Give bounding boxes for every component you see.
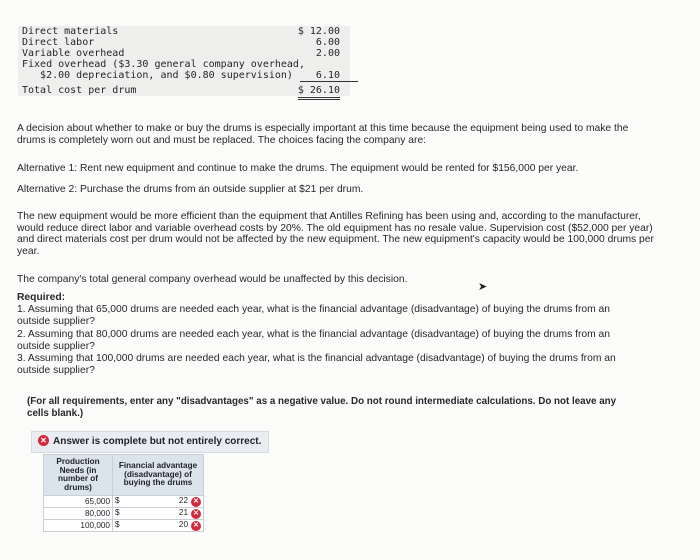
x-circle-icon: ✕ bbox=[191, 497, 201, 507]
cost-amount: 6.10 bbox=[315, 70, 340, 81]
cost-row-total bbox=[18, 85, 350, 96]
currency-symbol: $ bbox=[115, 508, 120, 518]
answer-value: 20 bbox=[178, 520, 188, 530]
cost-row-direct-materials bbox=[18, 26, 350, 37]
production-needs-cell: 100,000 bbox=[44, 520, 113, 532]
alternative-2: Alternative 2: Purchase the drums from an outside supplier at $21 per drum. bbox=[17, 184, 364, 195]
col-financial-advantage: Financial advantage (disadvantage) of buying the drums bbox=[113, 455, 204, 496]
cost-label: Direct labor bbox=[22, 37, 95, 48]
cost-label: Fixed overhead ($3.30 general company overhead, $2.00 depreciation, and $0.80 supervision) bbox=[22, 59, 305, 81]
answer-input-65000[interactable] bbox=[113, 496, 204, 508]
answer-value: 22 bbox=[178, 496, 188, 506]
answer-status-text: Answer is complete but not entirely correct. bbox=[53, 436, 262, 447]
x-circle-icon: ✕ bbox=[191, 521, 201, 531]
cost-amount: $ 26.10 bbox=[298, 85, 340, 100]
answer-table bbox=[43, 454, 204, 532]
cost-label: Total cost per drum bbox=[22, 85, 137, 96]
production-needs-cell: 80,000 bbox=[44, 508, 113, 520]
answer-status-banner bbox=[31, 431, 269, 453]
requirement-3: 3. Assuming that 100,000 drums are needed each year, what is the financial advantage (disadvantage) of buying the drums from an outside supplier? bbox=[17, 353, 616, 376]
x-circle-icon: ✕ bbox=[191, 509, 201, 519]
answer-input-100000[interactable] bbox=[113, 520, 204, 532]
cost-amount: $ 12.00 bbox=[297, 26, 340, 37]
mouse-pointer-icon: ➤ bbox=[478, 281, 488, 293]
table-row bbox=[44, 496, 204, 508]
answer-value: 21 bbox=[178, 508, 188, 518]
cost-label: Variable overhead bbox=[22, 48, 125, 59]
cost-amount: 2.00 bbox=[315, 48, 340, 59]
requirement-2: 2. Assuming that 80,000 drums are needed each year, what is the financial advantage (disadvantage) of buying the drums from an outside supplier? bbox=[17, 329, 611, 352]
currency-symbol: $ bbox=[115, 496, 120, 506]
col-production-needs: Production Needs (in number of drums) bbox=[44, 455, 113, 496]
alternative-1: Alternative 1: Rent new equipment and continue to make the drums. The equipment would be rented for $156,000 per year. bbox=[17, 163, 579, 174]
currency-symbol: $ bbox=[115, 520, 120, 530]
table-row bbox=[44, 508, 204, 520]
table-row bbox=[44, 520, 204, 532]
cost-label: Direct materials bbox=[22, 26, 119, 37]
requirement-1: 1. Assuming that 65,000 drums are needed each year, what is the financial advantage (disadvantage) of buying the drums from an outside supplier? bbox=[17, 304, 611, 327]
decision-paragraph: A decision about whether to make or buy the drums is especially important at this time because the equipment being used to make the drums is completely worn out and must be replaced. The choices facing the company are: bbox=[17, 123, 629, 146]
required-heading: Required: bbox=[17, 292, 66, 303]
answer-input-80000[interactable] bbox=[113, 508, 204, 520]
cost-row-fixed-overhead bbox=[18, 59, 350, 81]
subtotal-rule bbox=[300, 81, 358, 82]
cost-amount: 6.00 bbox=[315, 37, 340, 48]
x-circle-icon: ✕ bbox=[38, 435, 49, 446]
equipment-paragraph: The new equipment would be more efficient than the equipment that Antilles Refining has been using and, according to the manufacturer, would reduce direct labor and variable overhead costs by 20%. The old equipment has no resale value. Supervision cost ($52,000 per year) and direct materials cost per drum would not be affected by the new equipment. The new equipment's capacity would be 100,000 drums per year. bbox=[17, 211, 654, 257]
overhead-paragraph: The company's total general company overhead would be unaffected by this decision. bbox=[17, 274, 408, 285]
cost-row-direct-labor bbox=[18, 37, 350, 48]
instructions-note: (For all requirements, enter any "disadvantages" as a negative value. Do not round intermediate calculations. Do not leave any cells blank.) bbox=[27, 396, 617, 419]
cost-per-drum-table bbox=[18, 26, 350, 96]
cost-row-variable-overhead bbox=[18, 48, 350, 59]
production-needs-cell: 65,000 bbox=[44, 496, 113, 508]
